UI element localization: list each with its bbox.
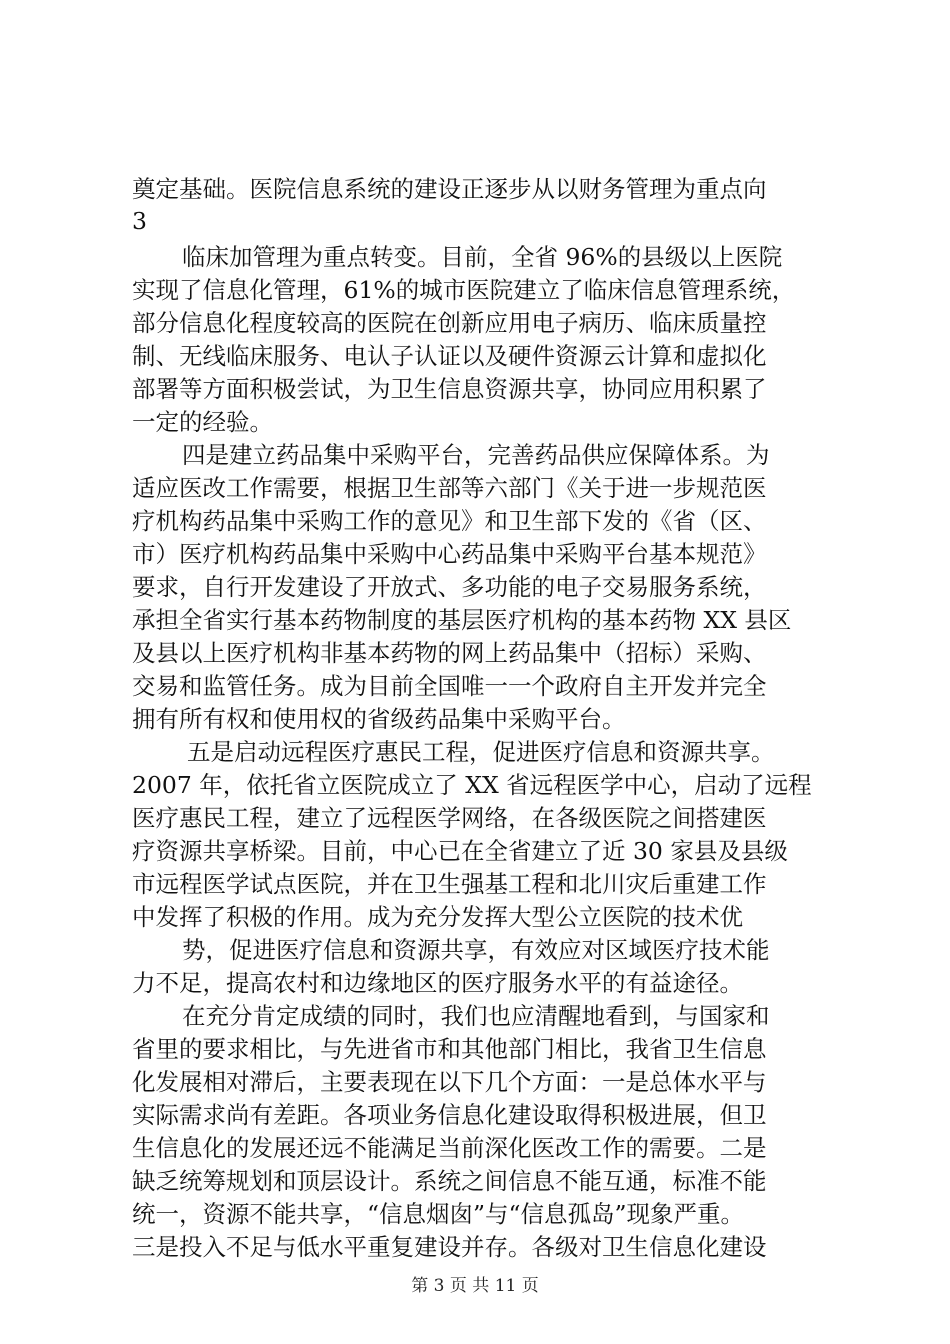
- text-line: 五是启动远程医疗惠民工程，促进医疗信息和资源共享。: [187, 738, 775, 766]
- text-line: 一定的经验。: [132, 408, 273, 436]
- text-line: 医疗惠民工程，建立了远程医学网络，在各级医院之间搭建医: [132, 804, 767, 832]
- text-line: 疗机构药品集中采购工作的意见》和卫生部下发的《省（区、: [132, 507, 767, 535]
- text-line: 省里的要求相比，与先进省市和其他部门相比，我省卫生信息: [132, 1035, 767, 1063]
- text-line: 在充分肯定成绩的同时，我们也应清醒地看到，与国家和: [182, 1002, 770, 1030]
- text-line: 力不足，提高农村和边缘地区的医疗服务水平的有益途径。: [132, 969, 743, 997]
- text-line: 3: [132, 207, 147, 235]
- text-line: 2007 年，依托省立医院成立了 XX 省远程医学中心，启动了远程: [132, 771, 812, 799]
- text-line: 实现了信息化管理，61%的城市医院建立了临床信息管理系统，: [132, 276, 796, 304]
- text-line: 实际需求尚有差距。各项业务信息化建设取得积极进展，但卫: [132, 1101, 767, 1129]
- text-line: 适应医改工作需要，根据卫生部等六部门《关于进一步规范医: [132, 474, 767, 502]
- text-line: 三是投入不足与低水平重复建设并存。各级对卫生信息化建设: [132, 1233, 767, 1261]
- text-line: 市）医疗机构药品集中采购中心药品集中采购平台基本规范》: [132, 540, 767, 568]
- text-line: 部署等方面积极尝试，为卫生信息资源共享，协同应用积累了: [132, 375, 767, 403]
- text-line: 疗资源共享桥梁。目前，中心已在全省建立了近 30 家县及县级: [132, 837, 788, 865]
- text-line: 承担全省实行基本药物制度的基层医疗机构的基本药物 XX 县区: [132, 606, 792, 634]
- text-line: 拥有所有权和使用权的省级药品集中采购平台。: [132, 705, 626, 733]
- page-number-label: 第 3 页 共 11 页: [411, 1276, 539, 1296]
- text-line: 交易和监管任务。成为目前全国唯一一个政府自主开发并完全: [132, 672, 767, 700]
- text-line: 四是建立药品集中采购平台，完善药品供应保障体系。为: [182, 441, 770, 469]
- text-line: 奠定基础。医院信息系统的建设正逐步从以财务管理为重点向: [132, 175, 767, 203]
- text-line: 及县以上医疗机构非基本药物的网上药品集中（招标）采购、: [132, 639, 767, 667]
- text-line: 缺乏统筹规划和顶层设计。系统之间信息不能互通，标准不能: [132, 1167, 767, 1195]
- text-line: 生信息化的发展还远不能满足当前深化医改工作的需要。二是: [132, 1134, 767, 1162]
- text-line: 中发挥了积极的作用。成为充分发挥大型公立医院的技术优: [132, 903, 743, 931]
- page-footer: [0, 1274, 950, 1298]
- text-line: 要求，自行开发建设了开放式、多功能的电子交易服务系统，: [132, 573, 767, 601]
- text-line: 临床加管理为重点转变。目前，全省 96%的县级以上医院: [182, 243, 783, 271]
- text-line: 制、无线临床服务、电认子认证以及硬件资源云计算和虚拟化: [132, 342, 767, 370]
- text-line: 市远程医学试点医院，并在卫生强基工程和北川灾后重建工作: [132, 870, 767, 898]
- text-line: 化发展相对滞后，主要表现在以下几个方面：一是总体水平与: [132, 1068, 767, 1096]
- text-line: 部分信息化程度较高的医院在创新应用电子病历、临床质量控: [132, 309, 767, 337]
- text-line: 势，促进医疗信息和资源共享，有效应对区域医疗技术能: [182, 936, 770, 964]
- text-line: 统一，资源不能共享，“信息烟囱”与“信息孤岛”现象严重。: [132, 1200, 745, 1228]
